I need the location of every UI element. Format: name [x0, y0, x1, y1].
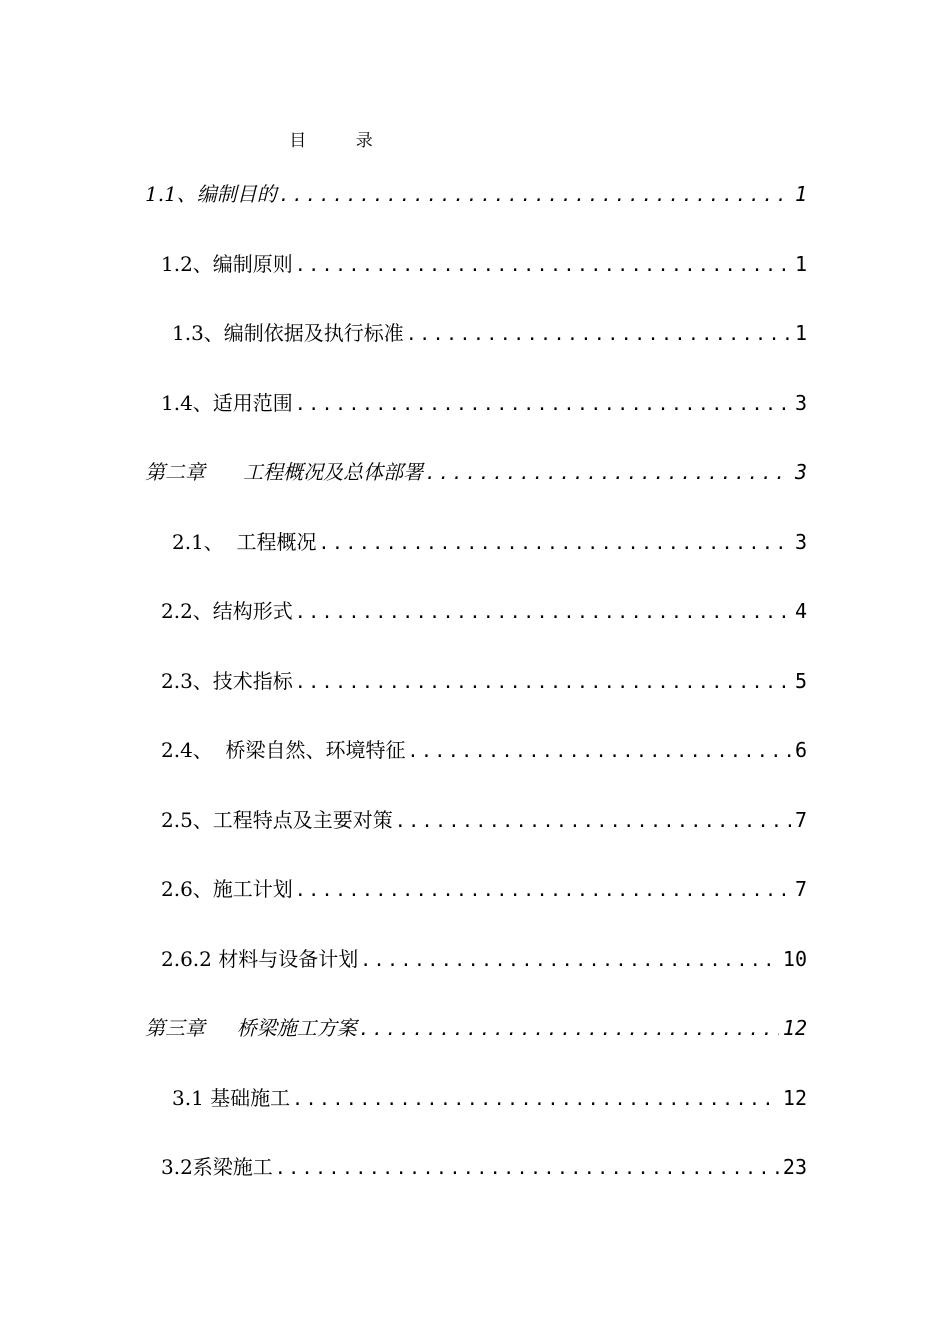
toc-entry-label: 3.1 基础施工	[172, 1086, 291, 1110]
toc-entry-1-4[interactable]	[161, 387, 807, 419]
toc-dot-leader	[406, 736, 791, 766]
toc-entry-2-2[interactable]	[161, 595, 807, 627]
toc-entry-label: 1.2、编制原则	[161, 252, 293, 276]
toc-page-number: 5	[794, 669, 807, 693]
toc-page-number: 7	[794, 808, 807, 832]
toc-dot-leader	[393, 806, 791, 836]
toc-entry-label: 2.5、工程特点及主要对策	[161, 808, 393, 832]
toc-page-number: 3	[794, 530, 807, 554]
toc-page-number: 12	[782, 1086, 807, 1110]
toc-entry-chapter-2[interactable]	[145, 456, 807, 488]
toc-dot-leader	[293, 597, 791, 627]
toc-entry-label: 2.2、结构形式	[161, 599, 293, 623]
toc-dot-leader	[358, 945, 779, 975]
toc-entry-1-2[interactable]	[161, 248, 807, 280]
toc-dot-leader	[290, 1084, 779, 1114]
toc-page-number: 10	[782, 947, 807, 971]
toc-entry-3-1[interactable]	[172, 1082, 807, 1114]
toc-entry-2-4[interactable]	[161, 734, 807, 766]
toc-page-number: 12	[782, 1016, 807, 1040]
toc-entry-label: 2.6.2 材料与设备计划	[161, 947, 359, 971]
toc-page-number: 1	[794, 252, 807, 276]
toc-dot-leader	[317, 528, 791, 558]
toc-dot-leader	[293, 389, 791, 419]
toc-entry-label: 1.3、编制依据及执行标准	[172, 321, 404, 345]
toc-dot-leader	[423, 458, 791, 488]
toc-page-number: 1	[794, 321, 807, 345]
toc-entry-2-3[interactable]	[161, 665, 807, 697]
toc-entry-label: 2.1、 工程概况	[172, 530, 317, 554]
toc-dot-leader	[277, 180, 791, 210]
toc-dot-leader	[293, 875, 791, 905]
toc-entry-1-3[interactable]	[172, 317, 807, 349]
toc-dot-leader	[357, 1014, 779, 1044]
toc-entry-2-5[interactable]	[161, 804, 807, 836]
toc-entry-label: 1.1、编制目的	[145, 182, 277, 206]
toc-dot-leader	[293, 667, 791, 697]
toc-entry-label: 1.4、适用范围	[161, 391, 293, 415]
toc-entry-2-6-2[interactable]	[161, 943, 807, 975]
toc-page-number: 23	[782, 1155, 807, 1179]
toc-entry-label: 2.3、技术指标	[161, 669, 293, 693]
toc-page-number: 3	[794, 391, 807, 415]
toc-entry-label: 2.4、 桥梁自然、环境特征	[161, 738, 406, 762]
toc-entry-3-2[interactable]	[161, 1151, 807, 1183]
toc-entry-1-1[interactable]	[145, 178, 807, 210]
toc-dot-leader	[273, 1153, 779, 1183]
toc-page-number: 3	[794, 460, 807, 484]
toc-entry-2-6[interactable]	[161, 873, 807, 905]
toc-entry-label: 3.2系梁施工	[161, 1155, 273, 1179]
toc-dot-leader	[404, 319, 791, 349]
toc-page-number: 4	[794, 599, 807, 623]
toc-page-number: 1	[794, 182, 807, 206]
toc-entry-label: 2.6、施工计划	[161, 877, 293, 901]
page-title: 目 录	[289, 131, 395, 151]
toc-entry-chapter-3[interactable]	[145, 1012, 807, 1044]
toc-page-number: 6	[794, 738, 807, 762]
toc-entry-label: 第二章 工程概况及总体部署	[145, 460, 424, 484]
toc-entry-label: 第三章 桥梁施工方案	[145, 1016, 357, 1040]
toc-entry-2-1[interactable]	[172, 526, 807, 558]
toc-page-number: 7	[794, 877, 807, 901]
toc-dot-leader	[293, 250, 791, 280]
